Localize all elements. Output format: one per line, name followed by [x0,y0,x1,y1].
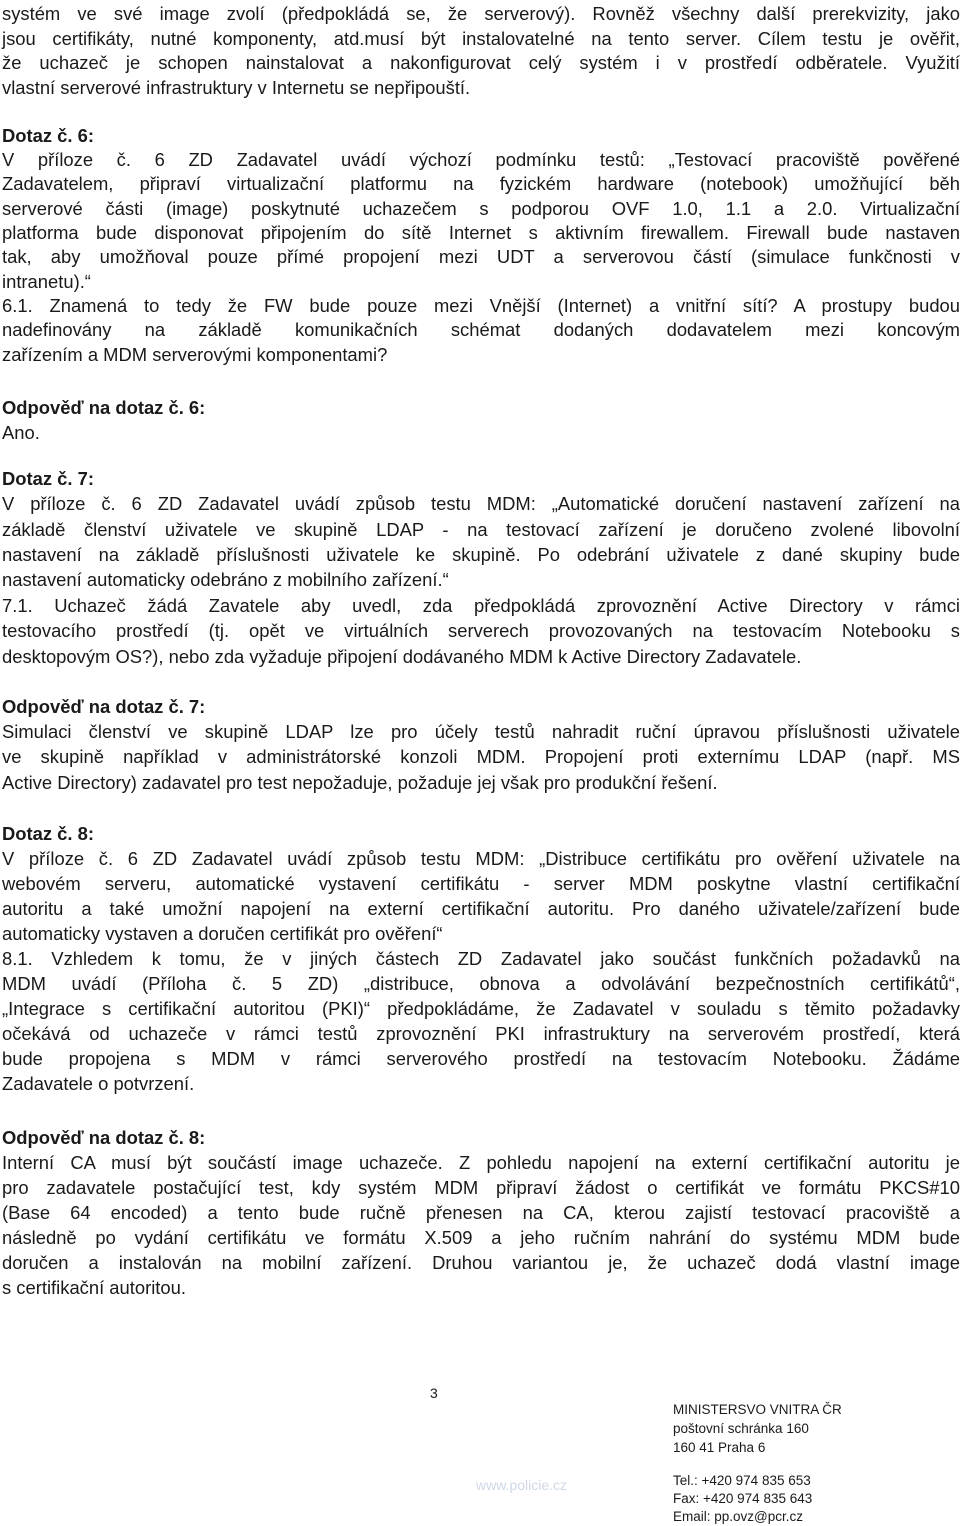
paragraph-line: Active Directory) zadavatel pro test nepožaduje, požaduje jej však pro produkční řešení. [2,772,718,793]
answer-heading: Odpověď na dotaz č. 8: [2,1127,206,1148]
question-heading: Dotaz č. 6: [2,125,94,146]
paragraph-line: Ano. [2,422,40,443]
paragraph-line: serverové části (image) poskytnuté uchazečem s podporou OVF 1.0, 1.1 a 2.0. Virtualizační [2,198,960,219]
paragraph-line: V příloze č. 6 ZD Zadavatel uvádí způsob testu MDM: „Distribuce certifikátu pro ověření uživatele na [2,848,960,869]
footer-contact [673,1472,812,1526]
page-number: 3 [430,1385,438,1401]
paragraph-line: ve skupině například v administrátorské konzoli MDM. Propojení proti externímu LDAP (např. MS [2,746,960,767]
paragraph-line: že uchazeč je schopen nainstalovat a nakonfigurovat celý systém i v prostředí odběratele. Využití [2,52,960,73]
paragraph-line: bude propojena s MDM v rámci serverového prostředí na testovacím Notebooku. Žádáme [2,1048,960,1069]
paragraph-line: Interní CA musí být součástí image uchazeče. Z pohledu napojení na externí certifikační autoritu je [2,1152,960,1173]
paragraph-line: tak, aby umožňoval pouze přímé propojení mezi UDT a serverovou částí (simulace funkčnosti v [2,246,960,267]
paragraph-line: V příloze č. 6 ZD Zadavatel uvádí výchozí podmínku testů: „Testovací pracoviště pověřené [2,149,960,170]
paragraph-line: nastavení automaticky odebráno z mobilního zařízení.“ [2,569,449,590]
contact-fax: Fax: +420 974 835 643 [673,1491,813,1506]
contact-phone: Tel.: +420 974 835 653 [673,1473,811,1488]
paragraph-line: 7.1. Uchazeč žádá Zavatele aby uvedl, zda předpokládá zprovoznění Active Directory v rámci [2,595,960,616]
paragraph-line: s certifikační autoritou. [2,1277,186,1298]
footer-ministry-address [673,1400,842,1457]
paragraph-line: webovém serveru, automatické vystavení certifikátu - server MDM poskytne vlastní certifikační [2,873,960,894]
paragraph-line: jsou certifikáty, nutné komponenty, atd.musí být instalovatelné na tento server. Cílem testu je ověřit, [2,28,960,49]
paragraph-line: automaticky vystaven a doručen certifikát pro ověření“ [2,923,443,944]
footer-website[interactable]: www.policie.cz [476,1477,568,1493]
paragraph-line: Zadavatele o potvrzení. [2,1073,195,1094]
paragraph-line: desktopovým OS?), nebo zda vyžaduje připojení dodávaného MDM k Active Directory Zadavatele. [2,646,802,667]
paragraph-line: autoritu a také umožní napojení na externí certifikační autoritu. Pro daného uživatele/zařízení bude [2,898,960,919]
paragraph-line: 6.1. Znamená to tedy že FW bude pouze mezi Vnější (Internet) a vnitřní sítí? A prostupy budou [2,295,960,316]
question-heading: Dotaz č. 7: [2,468,94,489]
paragraph-line: „Integrace s certifikační autoritou (PKI)“ předpokládáme, že Zadavatel v souladu s těmito požadavky [2,998,960,1019]
address-line-1: poštovní schránka 160 [673,1421,809,1436]
paragraph-line: doručen a instalován na mobilní zařízení. Druhou variantou je, že uchazeč dodá vlastní image [2,1252,960,1273]
paragraph-line: zařízením a MDM serverovými komponentami? [2,344,388,365]
paragraph-line: 8.1. Vzhledem k tomu, že v jiných částech ZD Zadavatel jako součást funkčních požadavků na [2,948,960,969]
paragraph-line: Zadavatelem, připraví virtualizační platformu na fyzickém hardware (notebook) umožňující běh [2,173,960,194]
contact-email[interactable]: Email: pp.ovz@pcr.cz [673,1509,803,1524]
question-heading: Dotaz č. 8: [2,823,94,844]
paragraph-line: (Base 64 encoded) a tento bude ručně přenesen na CA, kterou zajistí testovací pracoviště a [2,1202,960,1223]
answer-heading: Odpověď na dotaz č. 6: [2,397,206,418]
paragraph-line: platforma bude disponovat připojením do sítě Internet s aktivním firewallem. Firewall bude nastaven [2,222,960,243]
paragraph-line: následně po vydání certifikátu ve formátu X.509 a jeho ručním nahrání do systému MDM bude [2,1227,960,1248]
ministry-name: MINISTERSVO VNITRA ČR [673,1402,842,1417]
paragraph-line: pro zadavatele postačující test, kdy systém MDM připraví žádost o certifikát ve formátu PKCS#10 [2,1177,960,1198]
answer-heading: Odpověď na dotaz č. 7: [2,696,206,717]
paragraph-line: nadefinovány na základě komunikačních schémat dodaných dodavatelem mezi koncovým [2,319,960,340]
paragraph-line: systém ve své image zvolí (předpokládá se, že serverový). Rovněž všechny další prerekvizity, jako [2,3,960,24]
paragraph-line: MDM uvádí (Příloha č. 5 ZD) „distribuce, obnova a odvolávání bezpečnostních certifikátů“, [2,973,960,994]
paragraph-line: nastavení na základě příslušnosti uživatele ke skupině. Po odebrání uživatele z dané skupiny bude [2,544,960,565]
paragraph-line: vlastní serverové infrastruktury v Internetu se nepřipouští. [2,77,471,98]
paragraph-line: očekává od uchazeče v rámci testů zprovoznění PKI infrastruktury na serverovém prostředí, která [2,1023,960,1044]
paragraph-line: testovacího prostředí (tj. opět ve virtuálních serverech provozovaných na testovacím Notebooku s [2,620,960,641]
paragraph-line: Simulaci členství ve skupině LDAP lze pro účely testů nahradit ruční úpravou příslušnosti uživatele [2,721,960,742]
paragraph-line: intranetu).“ [2,271,91,292]
paragraph-line: základě členství uživatele ve skupině LDAP - na testovací zařízení je doručeno zvolené libovolní [2,519,960,540]
paragraph-line: V příloze č. 6 ZD Zadavatel uvádí způsob testu MDM: „Automatické doručení nastavení zařízení na [2,493,960,514]
address-line-2: 160 41 Praha 6 [673,1440,766,1455]
